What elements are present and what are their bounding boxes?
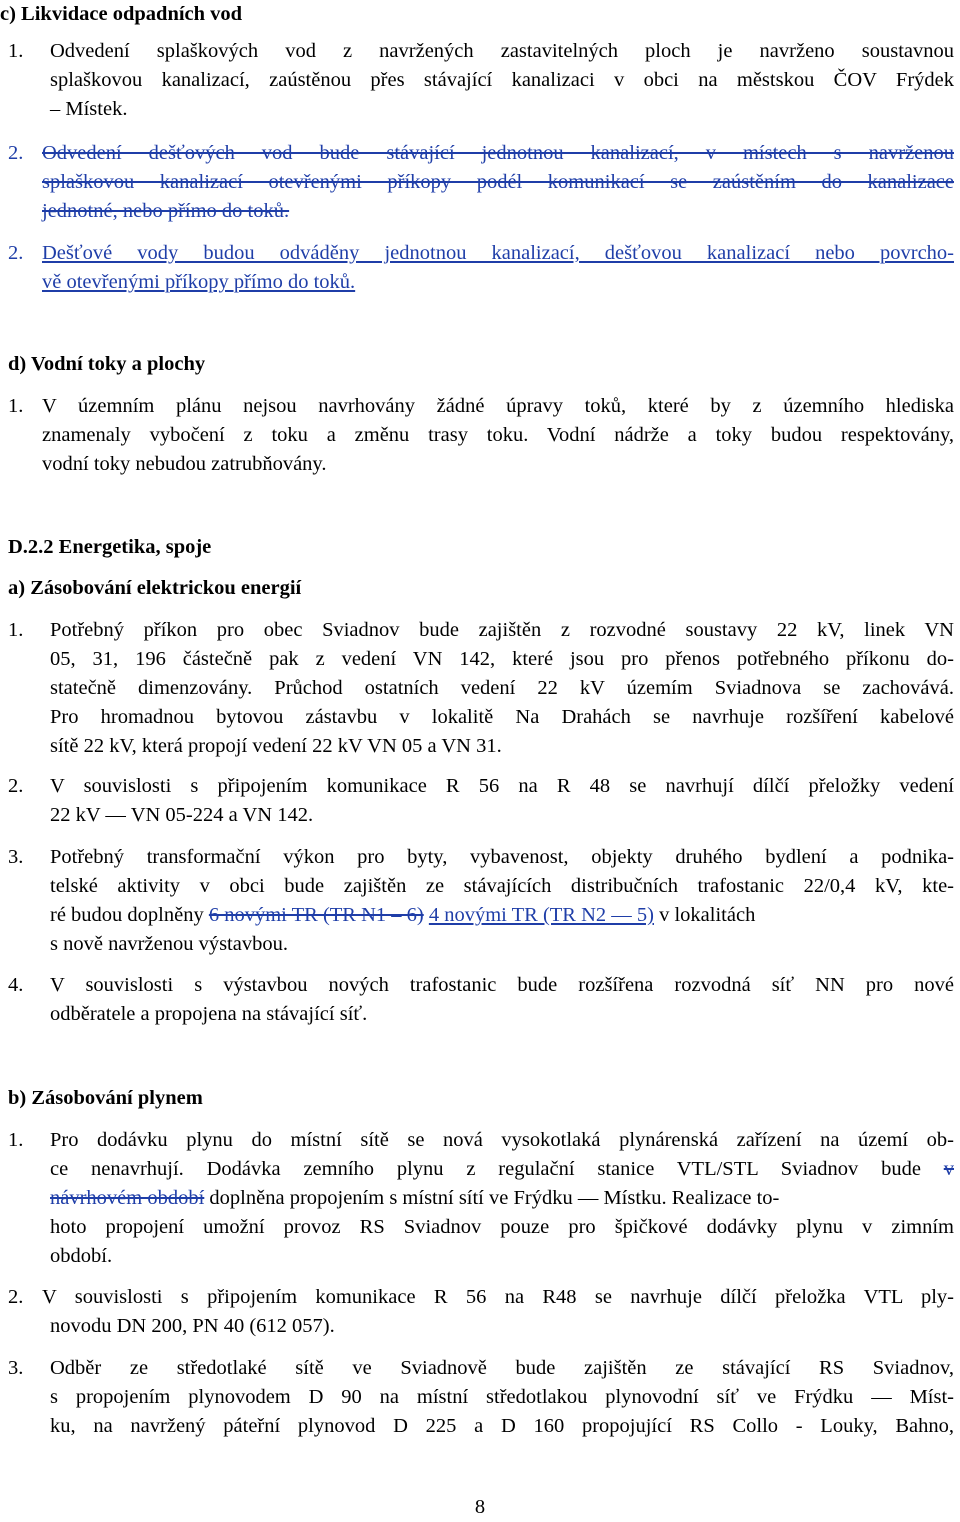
paragraph-line: V souvislosti s připojením komunikace R 56 na R48 se navrhuje dílčí přeložka VTL ply- (42, 1286, 954, 1308)
paragraph-line: ku, na navržený páteřní plynovod D 225 a D 160 propojující RS Collo - Louky, Bahno, (50, 1415, 954, 1437)
deleted-text-line: Odvedení dešťových vod bude stávající jednotnou kanalizací, v místech s navrženou (42, 142, 954, 164)
paragraph-line: vodní toky nebudou zatrubňovány. (42, 453, 327, 475)
paragraph-line-with-revision (50, 1155, 954, 1184)
paragraph-line: znamenaly vybočení z toku a změnu trasy toku. Vodní nádrže a toky budou respektovány, (42, 424, 954, 446)
paragraph-line: novodu DN 200, PN 40 (612 057). (50, 1315, 335, 1337)
item-number: 3. (8, 846, 24, 868)
paragraph-line: Pro dodávku plynu do místní sítě se nová vysokotlaká plynárenská zařízení na území ob- (50, 1129, 954, 1151)
paragraph-line-with-revision (50, 901, 755, 930)
item-number: 4. (8, 974, 24, 996)
paragraph-line: telské aktivity v obci bude zajištěn ze stávajících distribučních trafostanic 22/0,4 kV, kte- (50, 875, 954, 897)
paragraph-line: statečně dimenzovány. Průchod ostatních vedení 22 kV územím Sviadnova se zachovává. (50, 677, 954, 699)
text-segment: ré budou doplněny (50, 904, 209, 926)
paragraph-line: V souvislosti s výstavbou nových trafostanic bude rozšířena rozvodná síť NN pro nové (50, 974, 954, 996)
item-number: 1. (8, 395, 24, 417)
paragraph-line: odběratele a propojena na stávající síť. (50, 1003, 368, 1025)
deleted-text: 6 novými TR (TR N1 – 6) (208, 904, 424, 926)
item-number: 2. (8, 142, 24, 164)
item-number: 2. (8, 775, 24, 797)
inserted-text: 4 novými TR (TR N2 — 5) (428, 904, 654, 926)
deleted-text-line: splaškovou kanalizací otevřenými příkopy podél komunikací se zaústěním do kanalizace (42, 171, 954, 193)
deleted-text: návrhovém období (50, 1187, 205, 1209)
section-title-b: b) Zásobování plynem (8, 1087, 203, 1109)
inserted-text-line: vě otevřenými příkopy přímo do toků. (42, 271, 356, 293)
paragraph-line: Pro hromadnou bytovou zástavbu v lokalitě Na Drahách se navrhuje rozšíření kabelové (50, 706, 954, 728)
deleted-text-line: jednotné, nebo přímo do toků. (42, 200, 290, 222)
paragraph-line: V souvislosti s připojením komunikace R 56 na R 48 se navrhují dílčí přeložky vedení (50, 775, 954, 797)
paragraph-line-with-revision (50, 1184, 779, 1213)
section-title-a: a) Zásobování elektrickou energií (8, 577, 302, 599)
section-title-d: d) Vodní toky a plochy (8, 353, 206, 375)
text-segment: ce nenavrhují. Dodávka zemního plynu z regulační stanice VTL/STL Sviadnov bude (50, 1158, 944, 1180)
text-segment: doplněna propojením s místní sítí ve Frýdku — Místku. Realizace to- (204, 1187, 780, 1209)
paragraph-line: s nově navrženou výstavbou. (50, 933, 288, 955)
paragraph-line: V územním plánu nejsou navrhovány žádné úpravy toků, které by z územního hlediska (42, 395, 954, 417)
paragraph-line: Odvedení splaškových vod z navržených zastavitelných ploch je navrženo soustavnou (50, 40, 954, 62)
paragraph-line: období. (50, 1245, 113, 1267)
paragraph-line: sítě 22 kV, která propojí vedení 22 kV VN 05 a VN 31. (50, 735, 502, 757)
item-number: 1. (8, 619, 24, 641)
chapter-title: D.2.2 Energetika, spoje (8, 536, 212, 558)
paragraph-line: s propojením plynovodem D 90 na místní středotlakou plynovodní síť ve Frýdku — Míst- (50, 1386, 954, 1408)
paragraph-line: Potřebný transformační výkon pro byty, vybavenost, objekty druhého bydlení a podnika- (50, 846, 954, 868)
item-number: 1. (8, 40, 24, 62)
deleted-text: v (943, 1158, 954, 1180)
item-number: 1. (8, 1129, 24, 1151)
item-number: 3. (8, 1357, 24, 1379)
paragraph-line: 22 kV — VN 05-224 a VN 142. (50, 804, 314, 826)
paragraph-line: – Místek. (50, 98, 128, 120)
page-number: 8 (474, 1496, 486, 1518)
paragraph-line: Potřebný příkon pro obec Sviadnov bude zajištěn z rozvodné soustavy 22 kV, linek VN (50, 619, 954, 641)
paragraph-line: Odběr ze středotlaké sítě ve Sviadnově bude zajištěn ze stávající RS Sviadnov, (50, 1357, 954, 1379)
paragraph-line: hoto propojení umožní provoz RS Sviadnov pouze pro špičkové dodávky plynu v zimním (50, 1216, 954, 1238)
paragraph-line: 05, 31, 196 částečně pak z vedení VN 142, které jsou pro přenos potřebného příkonu do- (50, 648, 954, 670)
inserted-text-line: Dešťové vody budou odváděny jednotnou kanalizací, dešťovou kanalizací nebo povrcho- (42, 242, 954, 264)
item-number: 2. (8, 1286, 24, 1308)
section-title-c: c) Likvidace odpadních vod (0, 3, 243, 25)
paragraph-line: splaškovou kanalizací, zaústěnou přes stávající kanalizaci v obci na městskou ČOV Frýdek (50, 69, 954, 91)
item-number: 2. (8, 242, 24, 264)
text-segment: v lokalitách (653, 904, 756, 926)
